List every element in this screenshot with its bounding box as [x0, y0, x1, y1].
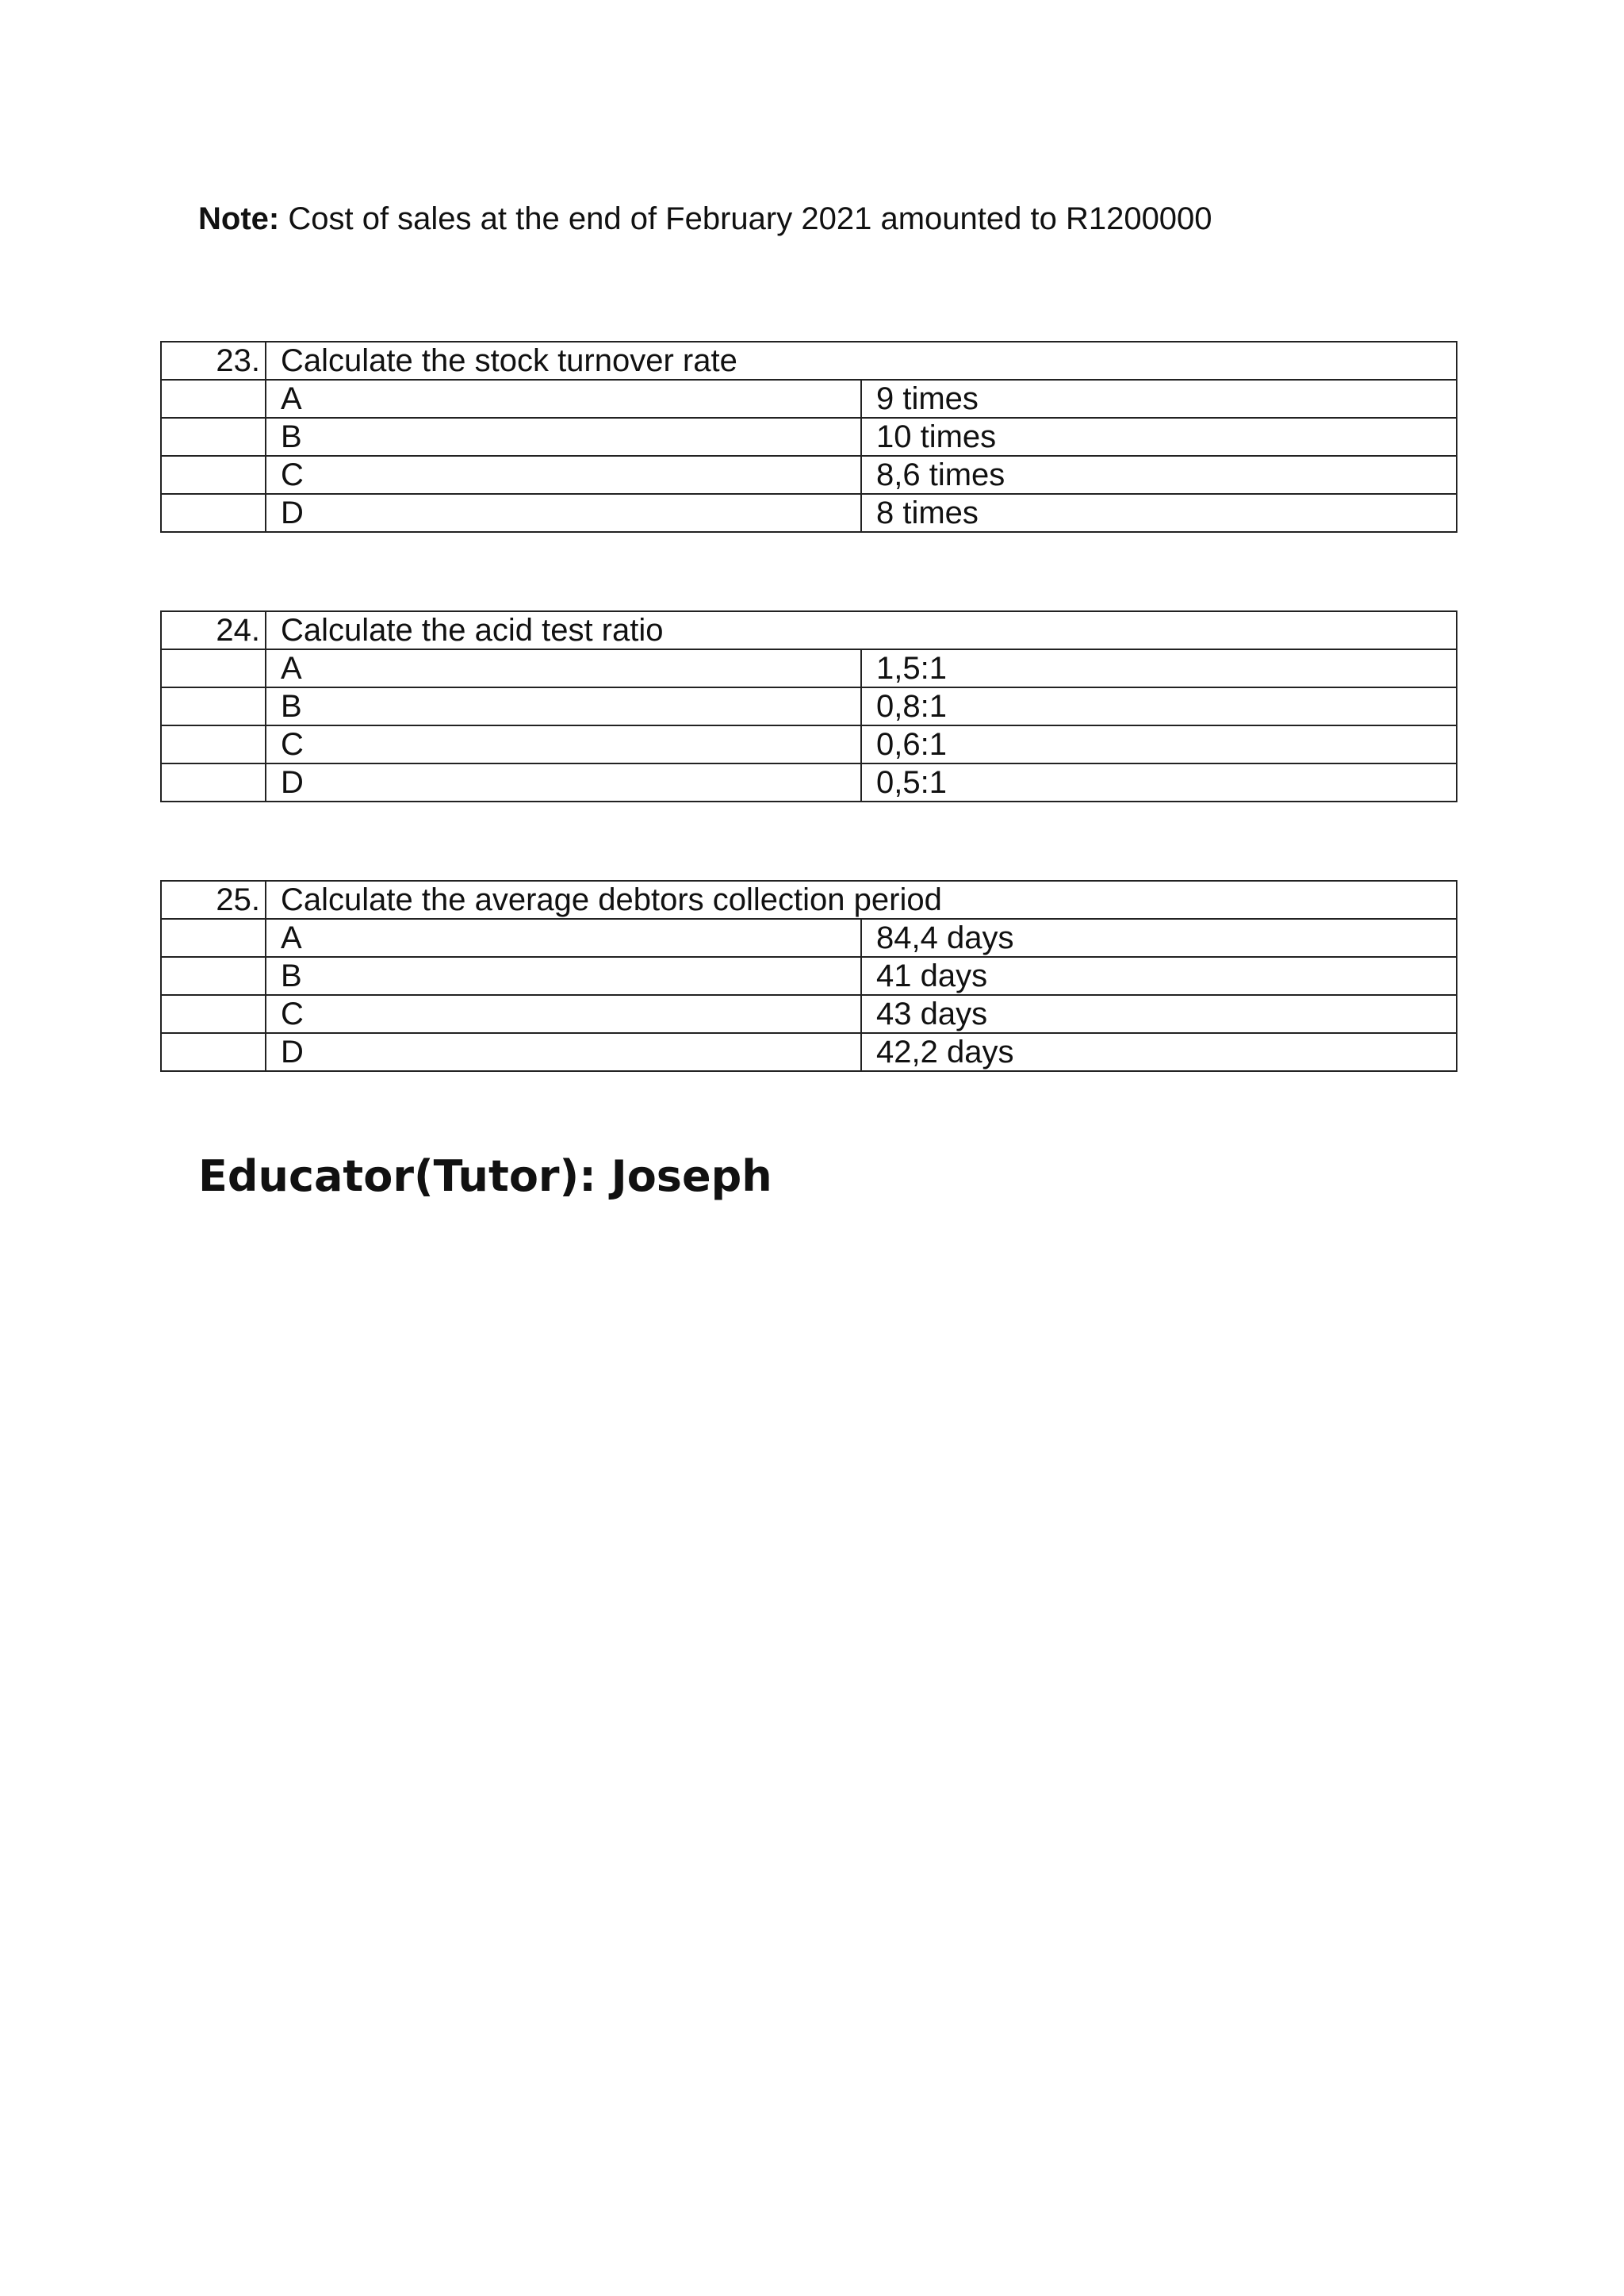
question-text: Calculate the average debtors collection period: [266, 881, 1457, 919]
option-row-b: [161, 418, 1457, 456]
option-row-c: [161, 995, 1457, 1033]
question-number: 25.: [161, 881, 266, 919]
option-row-a: [161, 919, 1457, 957]
option-row-c: [161, 456, 1457, 494]
question-number: 23.: [161, 342, 266, 380]
option-letter: B: [266, 957, 861, 995]
option-value: 0,8:1: [861, 687, 1457, 725]
note-paragraph: [198, 197, 1212, 241]
question-number: 24.: [161, 611, 266, 649]
option-letter: C: [266, 456, 861, 494]
question-row: [161, 881, 1457, 919]
option-letter: A: [266, 380, 861, 418]
option-letter: C: [266, 995, 861, 1033]
option-value: 42,2 days: [861, 1033, 1457, 1071]
question-24-table: [160, 610, 1457, 802]
educator-heading: Educator(Tutor): Joseph: [198, 1151, 772, 1201]
option-value: 43 days: [861, 995, 1457, 1033]
option-row-c: [161, 725, 1457, 763]
option-value: 0,5:1: [861, 763, 1457, 802]
option-letter: D: [266, 1033, 861, 1071]
option-row-a: [161, 380, 1457, 418]
option-row-b: [161, 687, 1457, 725]
option-value: 10 times: [861, 418, 1457, 456]
question-23-table: [160, 341, 1457, 533]
option-letter: C: [266, 725, 861, 763]
option-value: 8,6 times: [861, 456, 1457, 494]
option-row-a: [161, 649, 1457, 687]
option-value: 41 days: [861, 957, 1457, 995]
option-row-d: [161, 494, 1457, 532]
question-row: [161, 611, 1457, 649]
option-row-d: [161, 1033, 1457, 1071]
note-label: Note:: [198, 201, 280, 236]
question-text: Calculate the acid test ratio: [266, 611, 1457, 649]
option-value: 8 times: [861, 494, 1457, 532]
option-value: 9 times: [861, 380, 1457, 418]
option-letter: B: [266, 687, 861, 725]
note-text: Cost of sales at the end of February 2021 amounted to R1200000: [279, 201, 1212, 236]
question-25-table: [160, 880, 1457, 1072]
option-letter: B: [266, 418, 861, 456]
option-letter: A: [266, 919, 861, 957]
option-value: 0,6:1: [861, 725, 1457, 763]
option-letter: D: [266, 763, 861, 802]
option-row-d: [161, 763, 1457, 802]
question-row: [161, 342, 1457, 380]
option-letter: D: [266, 494, 861, 532]
option-value: 1,5:1: [861, 649, 1457, 687]
option-letter: A: [266, 649, 861, 687]
option-row-b: [161, 957, 1457, 995]
question-text: Calculate the stock turnover rate: [266, 342, 1457, 380]
option-value: 84,4 days: [861, 919, 1457, 957]
